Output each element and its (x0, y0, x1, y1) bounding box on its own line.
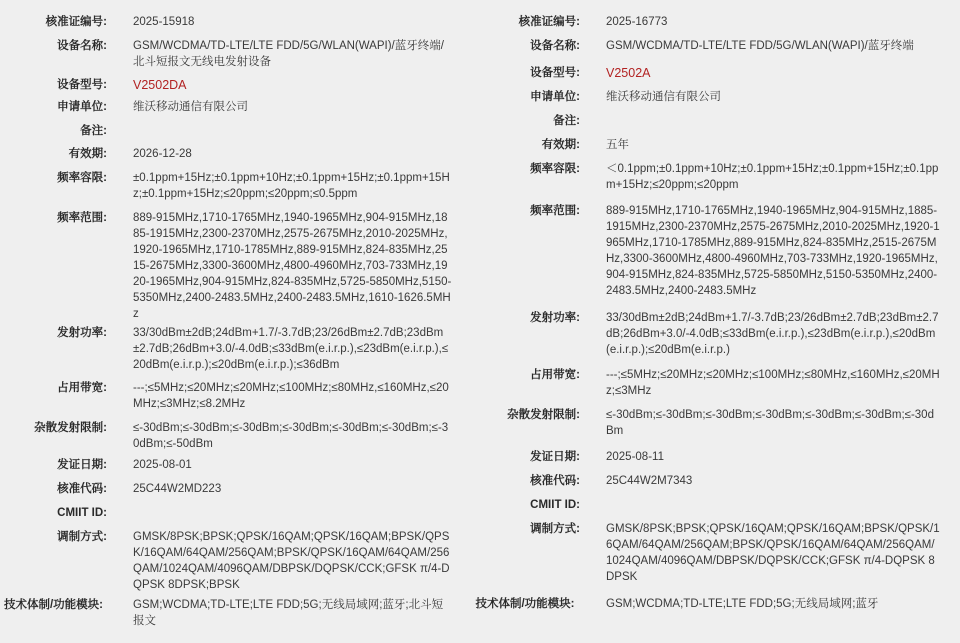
left-row-issue-date (0, 457, 462, 473)
left-row-applicant (0, 99, 462, 115)
left-row-approval-code (0, 481, 462, 497)
right-label-issue-date: 发证日期: (530, 451, 580, 463)
left-label-cert-number: 核准证编号: (45, 16, 107, 28)
left-row-bandwidth (0, 380, 462, 412)
left-value-approval-code: 25C44W2MD223 (133, 483, 222, 495)
left-row-freq-tolerance (0, 170, 462, 202)
left-row-cert-number (0, 14, 462, 30)
right-label-spurious-limit: 杂散发射限制: (507, 409, 580, 421)
right-label-device-name: 设备名称: (530, 40, 580, 52)
right-row-applicant (470, 89, 950, 105)
right-row-cmiit-id (470, 497, 950, 513)
right-row-tx-power (470, 310, 950, 358)
left-label-bandwidth: 占用带宽: (57, 382, 107, 394)
left-row-validity (0, 146, 462, 162)
left-label-cmiit-id: CMIIT ID: (57, 507, 107, 519)
left-value-spurious-limit: ≤-30dBm;≤-30dBm;≤-30dBm;≤-30dBm;≤-30dBm;≤-30dBm;≤-30dBm;≤-50dBm (133, 422, 449, 450)
left-label-device-model: 设备型号: (57, 79, 107, 91)
right-label-bandwidth: 占用带宽: (530, 369, 580, 381)
left-row-spurious-limit (0, 420, 462, 452)
right-label-tx-power: 发射功率: (530, 312, 580, 324)
right-row-device-name (470, 38, 950, 54)
left-label-tech-modules: 技术体制/功能模块: (3, 599, 104, 611)
left-label-spurious-limit: 杂散发射限制: (34, 422, 107, 434)
left-value-freq-range: 889-915MHz,1710-1765MHz,1940-1965MHz,904-915MHz,1885-1915MHz,2300-2370MHz,2575-2675MHz,2010-2025MHz,1920-1965MHz,1710-1785MHz,889-915MHz,824-835MHz,2515-2675MHz,3300-3600MHz,4800-4960MHz,703-733MHz,1920-1965MHz,904-915MHz,824-835MHz,5725-5850MHz,5150-5350MHz,2400-2483.5MHz,2400-2483.5MHz,1610-1626.5MHz (133, 212, 452, 320)
left-label-tx-power: 发射功率: (57, 327, 107, 339)
left-value-modulation: GMSK/8PSK;BPSK;QPSK/16QAM;QPSK/16QAM;BPSK/QPSK/16QAM/64QAM/256QAM;BPSK/QPSK/16QAM/64QAM/256QAM/1024QAM/4096QAM/DBPSK/DQPSK/CCK;GFSK π/4-DQPSK 8DPSK;BPSK (133, 531, 450, 591)
left-label-modulation: 调制方式: (57, 531, 107, 543)
left-value-device-model: V2502DA (133, 78, 187, 92)
left-row-modulation (0, 529, 462, 593)
right-label-validity: 有效期: (541, 139, 580, 151)
left-label-remarks: 备注: (80, 125, 107, 137)
left-row-tx-power (0, 325, 462, 373)
left-value-validity: 2026-12-28 (133, 148, 192, 160)
left-row-freq-range (0, 210, 462, 322)
left-value-tech-modules: GSM;WCDMA;TD-LTE;LTE FDD;5G;无线局域网;蓝牙;北斗短报文 (133, 599, 444, 627)
left-row-tech-modules (0, 597, 462, 629)
right-value-validity: 五年 (606, 139, 629, 151)
left-label-validity: 有效期: (68, 148, 107, 160)
left-value-tx-power: 33/30dBm±2dB;24dBm+1.7/-3.7dB;23/26dBm±2.7dB;23dBm±2.7dB;26dBm+3.0/-4.0dB;≤33dBm(e.i.r.p.),≤23dBm(e.i.r.p.),≤20dBm(e.i.r.p.);≤20dBm(e.i.r.p.);≤36dBm (133, 327, 449, 371)
right-value-spurious-limit: ≤-30dBm;≤-30dBm;≤-30dBm;≤-30dBm;≤-30dBm;≤-30dBm;≤-30dBm (606, 409, 934, 437)
right-label-freq-tolerance: 频率容限: (530, 163, 580, 175)
right-label-cmiit-id: CMIIT ID: (530, 499, 580, 511)
right-row-modulation (470, 521, 950, 585)
right-row-freq-tolerance (470, 161, 950, 193)
left-label-device-name: 设备名称: (57, 40, 107, 52)
right-label-freq-range: 频率范围: (530, 205, 580, 217)
left-value-bandwidth: ---;≤5MHz;≤20MHz;≤20MHz;≤100MHz;≤80MHz,≤160MHz,≤20MHz;≤3MHz;≤8.2MHz (133, 382, 449, 410)
right-value-freq-range: 889-915MHz,1710-1765MHz,1940-1965MHz,904-915MHz,1885-1915MHz,2300-2370MHz,2575-2675MHz,2010-2025MHz,1920-1965MHz,1710-1785MHz,889-915MHz,824-835MHz,2515-2675MHz,3300-3600MHz,4800-4960MHz,703-733MHz,1920-1965MHz,904-915MHz,824-835MHz,5725-5850MHz,5150-5350MHz,2400-2483.5MHz,2400-2483.5MHz (606, 205, 940, 297)
right-label-modulation: 调制方式: (530, 523, 580, 535)
left-value-issue-date: 2025-08-01 (133, 459, 192, 471)
right-label-approval-code: 核准代码: (530, 475, 580, 487)
left-value-device-name: GSM/WCDMA/TD-LTE/LTE FDD/5G/WLAN(WAPI)/蓝牙终端/北斗短报文无线电发射设备 (133, 40, 444, 68)
right-row-spurious-limit (470, 407, 950, 439)
right-row-bandwidth (470, 367, 950, 399)
left-row-remarks (0, 123, 462, 139)
left-value-cert-number: 2025-15918 (133, 16, 195, 28)
right-row-remarks (470, 113, 950, 129)
left-row-device-model (0, 77, 462, 93)
left-value-applicant: 维沃移动通信有限公司 (133, 101, 248, 113)
right-label-cert-number: 核准证编号: (518, 16, 580, 28)
right-value-bandwidth: ---;≤5MHz;≤20MHz;≤20MHz;≤100MHz;≤80MHz,≤160MHz,≤20MHz;≤3MHz (606, 369, 940, 397)
right-row-issue-date (470, 449, 950, 465)
right-row-device-model (470, 65, 950, 81)
right-label-device-model: 设备型号: (530, 67, 580, 79)
left-label-freq-tolerance: 频率容限: (57, 172, 107, 184)
right-row-approval-code (470, 473, 950, 489)
right-value-issue-date: 2025-08-11 (606, 451, 664, 463)
right-value-tech-modules: GSM;WCDMA;TD-LTE;LTE FDD;5G;无线局域网;蓝牙 (606, 598, 879, 610)
right-row-freq-range (470, 203, 950, 299)
left-label-freq-range: 频率范围: (57, 212, 107, 224)
right-value-tx-power: 33/30dBm±2dB;24dBm+1.7/-3.7dB;23/26dBm±2.7dB;23dBm±2.7dB;26dBm+3.0/-4.0dB;≤33dBm(e.i.r.p.),≤23dBm(e.i.r.p.),≤20dBm(e.i.r.p.);≤20dBm(e.i.r.p.) (606, 312, 939, 356)
right-value-device-model: V2502A (606, 66, 651, 80)
left-label-applicant: 申请单位: (57, 101, 107, 113)
right-value-approval-code: 25C44W2M7343 (606, 475, 693, 487)
left-value-freq-tolerance: ±0.1ppm+15Hz;±0.1ppm+10Hz;±0.1ppm+15Hz;±0.1ppm+15Hz;±0.1ppm+15Hz;≤20ppm;≤20ppm;≤0.5ppm (133, 172, 450, 200)
right-label-remarks: 备注: (553, 115, 580, 127)
right-value-cert-number: 2025-16773 (606, 16, 668, 28)
left-row-device-name (0, 38, 462, 70)
left-label-issue-date: 发证日期: (57, 459, 107, 471)
left-row-cmiit-id (0, 505, 462, 521)
right-label-tech-modules: 技术体制/功能模块: (475, 598, 575, 610)
right-row-validity (470, 137, 950, 153)
left-label-approval-code: 核准代码: (57, 483, 107, 495)
right-row-cert-number (470, 14, 950, 30)
right-value-freq-tolerance: ＜0.1ppm;±0.1ppm+10Hz;±0.1ppm+15Hz;±0.1ppm+15Hz;±0.1ppm+15Hz;≤20ppm;≤20ppm (606, 163, 939, 191)
right-label-applicant: 申请单位: (530, 91, 580, 103)
right-value-modulation: GMSK/8PSK;BPSK;QPSK/16QAM;QPSK/16QAM;BPSK/QPSK/16QAM/64QAM/256QAM;BPSK/QPSK/16QAM/64QAM/256QAM/1024QAM/4096QAM/DBPSK/DQPSK/CCK;GFSK π/4-DQPSK 8DPSK (606, 523, 940, 583)
right-row-tech-modules (470, 596, 950, 612)
right-value-applicant: 维沃移动通信有限公司 (606, 91, 721, 103)
right-value-device-name: GSM/WCDMA/TD-LTE/LTE FDD/5G/WLAN(WAPI)/蓝牙终端 (606, 40, 914, 52)
